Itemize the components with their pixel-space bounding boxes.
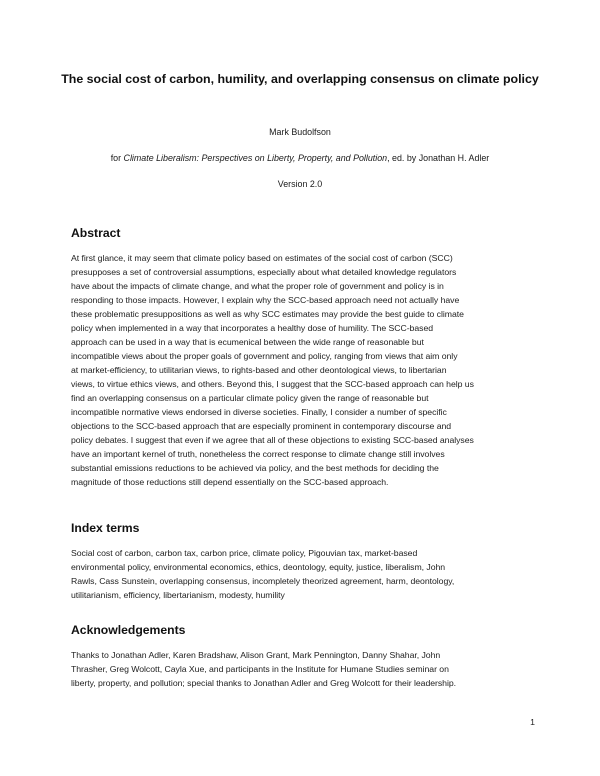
index-terms-line: utilitarianism, efficiency, libertarianism, modesty, humility (71, 590, 285, 600)
abstract-line: policy when implemented in a way that incorporates a healthy dose of humility. The SCC-based (71, 323, 434, 333)
version-label: Version 2.0 (277, 179, 323, 189)
index-terms-text (71, 546, 534, 602)
abstract-line: these problematic presuppositions as well as why SCC estimates may provide the best guide to climate (71, 309, 464, 319)
publication-prefix: for (110, 153, 124, 163)
abstract-line: policy debates. I suggest that even if we agree that all of these objections to existing SCC-based analyses (71, 435, 474, 445)
abstract-text (71, 251, 534, 489)
abstract-line: At first glance, it may seem that climate policy based on estimates of the social cost of carbon (SCC) (71, 253, 453, 263)
abstract-line: at market-efficiency, to utilitarian views, to rights-based and other deontological views, to libertarian (71, 365, 447, 375)
abstract-line: approach can be used in a way that is ecumenical between the wide range of reasonable but (71, 337, 424, 347)
abstract-heading: Abstract (71, 226, 121, 240)
index-terms-line: Social cost of carbon, carbon tax, carbon price, climate policy, Pigouvian tax, market-based (71, 548, 418, 558)
abstract-line: have an important kernel of truth, nonetheless the correct response to climate change still involves (71, 449, 445, 459)
publication-line (40, 152, 560, 164)
abstract-line: presupposes a set of controversial assumptions, especially about what detailed knowledge regulators (71, 267, 457, 277)
page-number: 1 (530, 717, 535, 727)
abstract-line: responding to those impacts. However, I explain why the SCC-based approach need not actually have (71, 295, 460, 305)
abstract-line: views, to virtue ethics views, and others. Beyond this, I suggest that the SCC-based approach can help us (71, 379, 474, 389)
index-terms-line: environmental policy, environmental economics, ethics, deontology, equity, justice, liberalism, John (71, 562, 446, 572)
publication-editor: , ed. by Jonathan H. Adler (387, 153, 490, 163)
abstract-line: objections to the SCC-based approach that are especially prominent in contemporary discourse and (71, 421, 452, 431)
acknowledgements-text (71, 648, 534, 690)
index-terms-line: Rawls, Cass Sunstein, overlapping consensus, incompletely theorized agreement, harm, deontology, (71, 576, 455, 586)
acknowledgements-heading: Acknowledgements (71, 623, 186, 637)
abstract-line: incompatible views about the proper goals of government and policy, ranging from views that aim only (71, 351, 458, 361)
paper-title: The social cost of carbon, humility, and overlapping consensus on climate policy (61, 72, 539, 86)
book-title: Climate Liberalism: Perspectives on Liberty, Property, and Pollution (123, 153, 388, 163)
author-name: Mark Budolfson (269, 127, 331, 137)
acknowledgements-line: liberty, property, and pollution; special thanks to Jonathan Adler and Greg Wolcott for their leadership. (71, 678, 457, 688)
abstract-line: incompatible normative views endorsed in diverse societies. Finally, I consider a number of specific (71, 407, 447, 417)
index-terms-heading: Index terms (71, 521, 140, 535)
abstract-line: magnitude of those reductions still depend essentially on the SCC-based approach. (71, 477, 389, 487)
acknowledgements-line: Thanks to Jonathan Adler, Karen Bradshaw, Alison Grant, Mark Pennington, Danny Shahar, John (71, 650, 441, 660)
abstract-line: have about the impacts of climate change, and what the proper role of government and policy is in (71, 281, 444, 291)
abstract-line: find an overlapping consensus on a particular climate policy given the range of reasonable but (71, 393, 429, 403)
abstract-line: substantial emissions reductions to be achieved via policy, and the best methods for deciding the (71, 463, 439, 473)
acknowledgements-line: Thrasher, Greg Wolcott, Cayla Xue, and participants in the Institute for Humane Studies seminar on (71, 664, 449, 674)
